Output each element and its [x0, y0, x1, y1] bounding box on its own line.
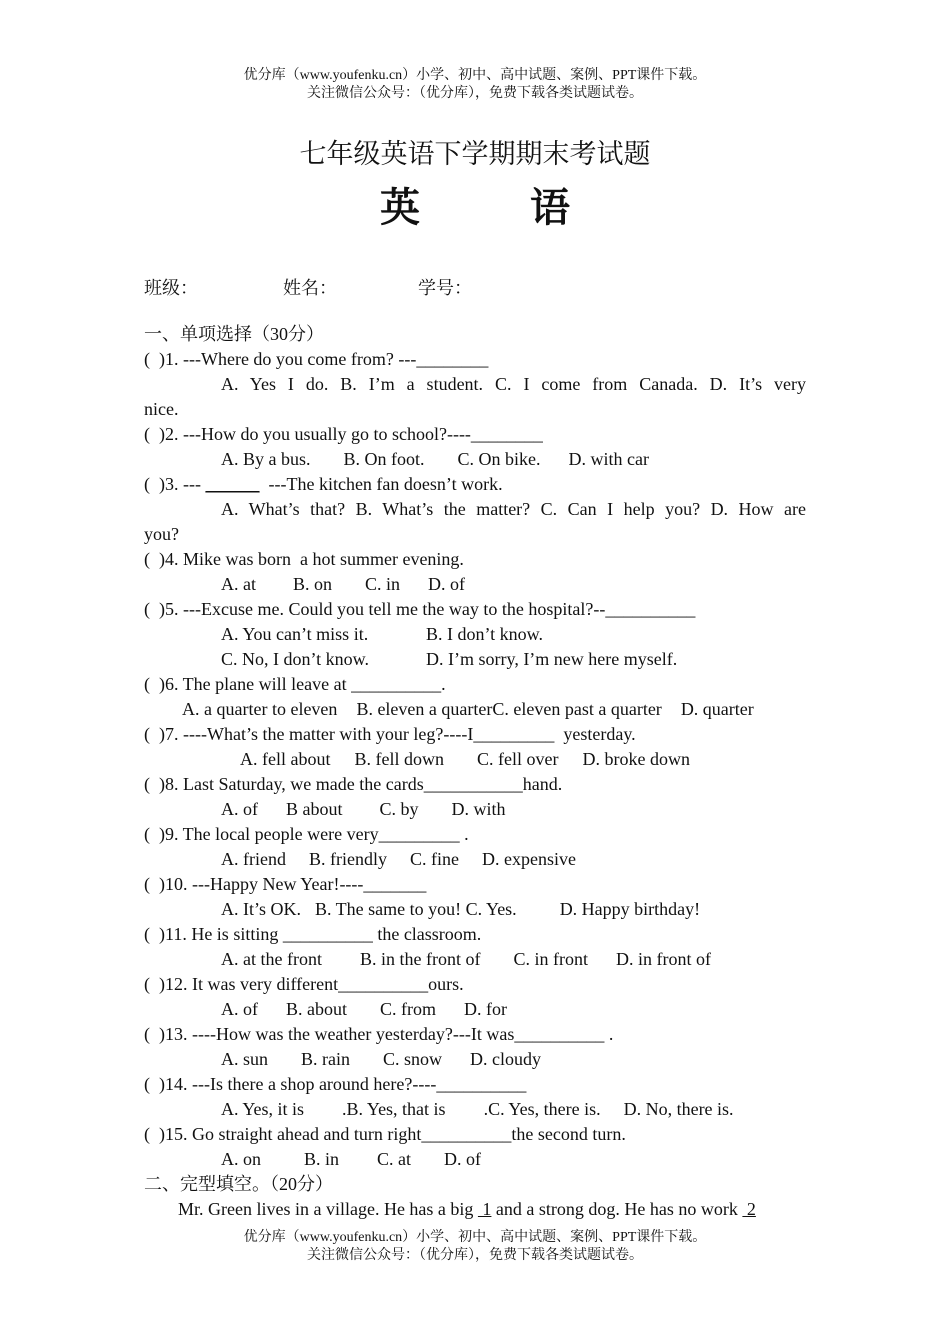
- option: B. I’m a student.: [340, 374, 484, 394]
- option: B. in the front of: [359, 949, 481, 969]
- option: B. fell down: [354, 749, 444, 769]
- footer-line-2: 关注微信公众号：（优分库），免费下载各类试题试卷。: [307, 1248, 643, 1263]
- option: C. On bike.: [457, 449, 541, 469]
- option: D. for: [464, 999, 507, 1019]
- option: C. snow: [383, 1049, 443, 1069]
- option: B. on: [293, 574, 333, 594]
- option: C. in front: [513, 949, 588, 969]
- option: C. fine: [409, 849, 459, 869]
- option: D. quarter: [680, 699, 754, 719]
- option: C. I come from Canada.: [495, 374, 698, 394]
- option: C. Yes.: [465, 899, 517, 919]
- option: B. in: [304, 1149, 340, 1169]
- question-5-options-row-2: [144, 647, 806, 672]
- question-8-stem: ( )8. Last Saturday, we made the cards___________hand.: [144, 774, 563, 794]
- option: D. No, there is.: [623, 1099, 734, 1119]
- cloze-blank-1: 1: [477, 1199, 492, 1219]
- option: A. on: [221, 1149, 261, 1169]
- header-line-1: 优分库（www.youfenku.cn）小学、初中、高中试题、案例、PPT课件下载。: [243, 68, 707, 83]
- question-10-options: [144, 897, 806, 922]
- question-12-stem: ( )12. It was very different__________ours.: [144, 974, 464, 994]
- question-15-stem: ( )15. Go straight ahead and turn right__________the second turn.: [144, 1124, 626, 1144]
- question-5-options-row-1: [144, 622, 806, 647]
- option: C. from: [380, 999, 436, 1019]
- option: B. rain: [301, 1049, 351, 1069]
- question-2-options: [144, 447, 806, 472]
- question-1-wrap: nice.: [144, 399, 179, 419]
- option: D. How are: [710, 499, 806, 519]
- option: D. in front of: [615, 949, 711, 969]
- subject-char-2: 语: [530, 185, 570, 230]
- option: A. fell about: [240, 749, 331, 769]
- question-11-options: [144, 947, 806, 972]
- cloze-blank-2: 2: [742, 1199, 756, 1219]
- subject-title: [0, 176, 950, 233]
- option: A. By a bus.: [221, 449, 311, 469]
- option: B. The same to you!: [315, 899, 462, 919]
- option: B. about: [286, 999, 347, 1019]
- option: D. Happy birthday!: [559, 899, 701, 919]
- option: B. friendly: [308, 849, 387, 869]
- option: D. of: [428, 574, 466, 594]
- question-14-stem: ( )14. ---Is there a shop around here?----__________: [144, 1074, 527, 1094]
- question-8-options: [144, 797, 806, 822]
- question-13-options: [144, 1047, 806, 1072]
- option: D. It’s very: [709, 374, 806, 394]
- option: B. I don’t know.: [426, 624, 543, 644]
- question-7-stem: ( )7. ----What’s the matter with your leg?----I_________ yesterday.: [144, 724, 636, 744]
- question-10-stem: ( )10. ---Happy New Year!----_______: [144, 874, 427, 894]
- question-9-stem: ( )9. The local people were very_________ .: [144, 824, 469, 844]
- exam-content: [144, 322, 806, 1222]
- option: A. Yes, it is: [221, 1099, 305, 1119]
- class-label: 班级：: [144, 278, 198, 298]
- option: A. of: [221, 999, 258, 1019]
- option: A. You can’t miss it.: [221, 624, 369, 644]
- section-2-passage: [144, 1197, 806, 1222]
- option: A. Yes I do.: [221, 374, 329, 394]
- option: D. cloudy: [470, 1049, 542, 1069]
- question-3-stem: [144, 472, 806, 497]
- option: .B. Yes, that is: [342, 1099, 446, 1119]
- question-6-options: [144, 697, 806, 722]
- option: B. What’s the matter?: [355, 499, 531, 519]
- question-3-options: [144, 497, 806, 522]
- option: D. with: [451, 799, 506, 819]
- question-7-options: [144, 747, 806, 772]
- option: D. broke down: [582, 749, 690, 769]
- option: D. of: [444, 1149, 482, 1169]
- option: C. by: [379, 799, 419, 819]
- option: A. at the front: [221, 949, 322, 969]
- student-info: [144, 274, 472, 300]
- question-4-options: [144, 572, 806, 597]
- question-11-stem: ( )11. He is sitting __________ the classroom.: [144, 924, 482, 944]
- option: D. I’m sorry, I’m new here myself.: [426, 649, 678, 669]
- question-14-options: [144, 1097, 806, 1122]
- passage-text: and a strong dog. He has no work: [491, 1199, 743, 1219]
- option: A. friend: [221, 849, 286, 869]
- question-13-stem: ( )13. ----How was the weather yesterday?---It was__________ .: [144, 1024, 614, 1044]
- option: C. at: [377, 1149, 412, 1169]
- name-label: 姓名：: [283, 278, 337, 298]
- passage-text: Mr. Green lives in a village. He has a big: [178, 1199, 478, 1219]
- question-9-options: [144, 847, 806, 872]
- footer-line-1: 优分库（www.youfenku.cn）小学、初中、高中试题、案例、PPT课件下载。: [243, 1230, 707, 1245]
- option: C. fell over: [476, 749, 559, 769]
- header-line-2: 关注微信公众号：（优分库），免费下载各类试题试卷。: [307, 86, 643, 101]
- question-15-options: [144, 1147, 806, 1172]
- option: B. eleven a quarter: [356, 699, 493, 719]
- option: C. No, I don’t know.: [221, 649, 369, 669]
- option: A. sun: [221, 1049, 269, 1069]
- option: A. a quarter to eleven: [182, 699, 338, 719]
- section-2-heading: 二、完型填空。（20分）: [144, 1174, 333, 1194]
- question-4-stem: ( )4. Mike was born a hot summer evening.: [144, 549, 464, 569]
- exam-title: 七年级英语下学期期末考试题: [299, 139, 651, 169]
- page-footer: [0, 1229, 950, 1265]
- question-12-options: [144, 997, 806, 1022]
- option: A. What’s that?: [221, 499, 346, 519]
- stem-part: ( )3. ---: [144, 474, 206, 494]
- question-3-wrap: you?: [144, 524, 179, 544]
- answer-blank: ______: [205, 474, 260, 494]
- option: A. It’s OK.: [221, 899, 301, 919]
- stem-part: ---The kitchen fan doesn’t work.: [259, 474, 503, 494]
- question-1-stem: ( )1. ---Where do you come from? ---________: [144, 349, 489, 369]
- id-label: 学号：: [418, 278, 472, 298]
- section-1-heading: 一、单项选择（30分）: [144, 324, 324, 344]
- question-5-stem: ( )5. ---Excuse me. Could you tell me the way to the hospital?--__________: [144, 599, 696, 619]
- question-6-stem: ( )6. The plane will leave at __________.: [144, 674, 446, 694]
- option: C. in: [365, 574, 401, 594]
- option: D. expensive: [481, 849, 576, 869]
- option: B. On foot.: [343, 449, 425, 469]
- question-1-options: [144, 372, 806, 397]
- option: C. eleven past a quarter: [492, 699, 662, 719]
- option: C. Can I help you?: [540, 499, 701, 519]
- option: .C. Yes, there is.: [483, 1099, 601, 1119]
- option: B about: [286, 799, 343, 819]
- page-header: [0, 67, 950, 103]
- option: A. at: [221, 574, 256, 594]
- question-2-stem: ( )2. ---How do you usually go to school?----________: [144, 424, 543, 444]
- subject-char-1: 英: [380, 185, 420, 230]
- option: D. with car: [568, 449, 649, 469]
- option: A. of: [221, 799, 258, 819]
